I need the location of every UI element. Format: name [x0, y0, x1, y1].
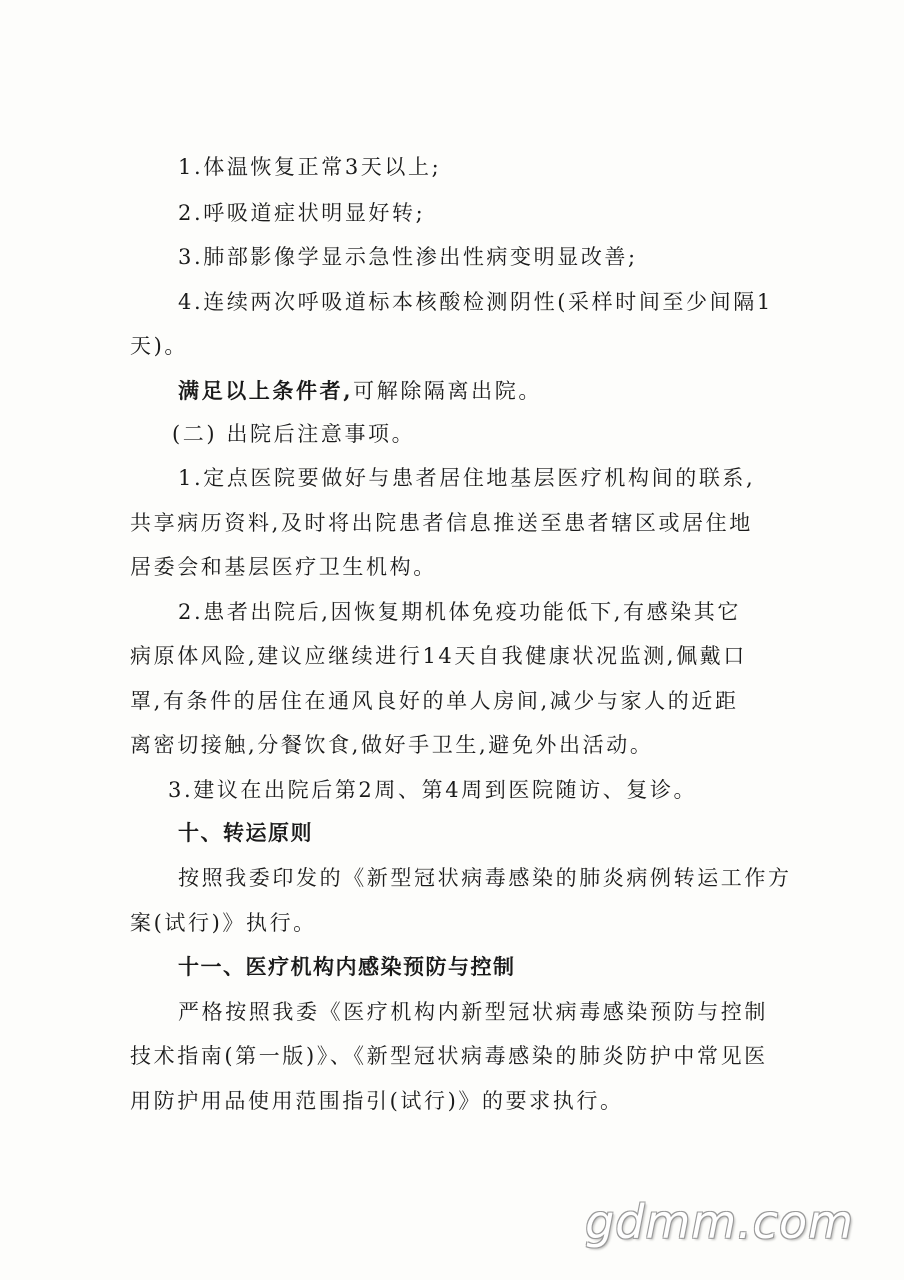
post-discharge-item-2-cont: 罩,有条件的居住在通风良好的单人房间,减少与家人的近距 — [130, 689, 739, 713]
site-watermark: gdmm.com — [585, 1195, 854, 1249]
section-11-heading: 十一、医疗机构内感染预防与控制 — [178, 955, 516, 979]
section-10-body-cont: 案(试行)》执行。 — [130, 911, 317, 935]
post-discharge-item-2-cont: 病原体风险,建议应继续进行14天自我健康状况监测,佩戴口 — [130, 644, 747, 668]
condition-respiratory: 2.呼吸道症状明显好转; — [178, 201, 426, 225]
discharge-condition-line — [178, 376, 542, 406]
section-11-body-cont: 用防护用品使用范围指引(试行)》的要求执行。 — [130, 1089, 624, 1113]
section-10-heading: 十、转运原则 — [178, 821, 313, 845]
post-discharge-item-2-cont: 离密切接触,分餐饮食,做好手卫生,避免外出活动。 — [130, 733, 654, 757]
section-11-body-cont: 技术指南(第一版)》、《新型冠状病毒感染的肺炎防护中常见医 — [130, 1044, 768, 1068]
section-post-discharge-heading: (二) 出院后注意事项。 — [172, 422, 416, 446]
condition-temperature: 1.体温恢复正常3天以上; — [178, 155, 442, 179]
post-discharge-item-1-cont: 居委会和基层医疗卫生机构。 — [130, 555, 437, 579]
condition-nucleic-acid-cont: 天)。 — [130, 334, 188, 358]
discharge-condition-bold: 满足以上条件者, — [178, 378, 354, 403]
section-11-body: 严格按照我委《医疗机构内新型冠状病毒感染预防与控制 — [178, 1000, 768, 1024]
post-discharge-item-1-cont: 共享病历资料,及时将出院患者信息推送至患者辖区或居住地 — [130, 511, 753, 535]
discharge-condition-rest: 可解除隔离出院。 — [353, 379, 542, 403]
post-discharge-item-3: 3.建议在出院后第2周、第4周到医院随访、复诊。 — [168, 778, 698, 802]
section-10-body: 按照我委印发的《新型冠状病毒感染的肺炎病例转运工作方 — [178, 866, 792, 890]
post-discharge-item-2: 2.患者出院后,因恢复期机体免疫功能低下,有感染其它 — [178, 600, 741, 624]
condition-imaging: 3.肺部影像学显示急性渗出性病变明显改善; — [178, 245, 638, 269]
post-discharge-item-1: 1.定点医院要做好与患者居住地基层医疗机构间的联系, — [178, 466, 756, 490]
condition-nucleic-acid: 4.连续两次呼吸道标本核酸检测阴性(采样时间至少间隔1 — [178, 290, 773, 314]
